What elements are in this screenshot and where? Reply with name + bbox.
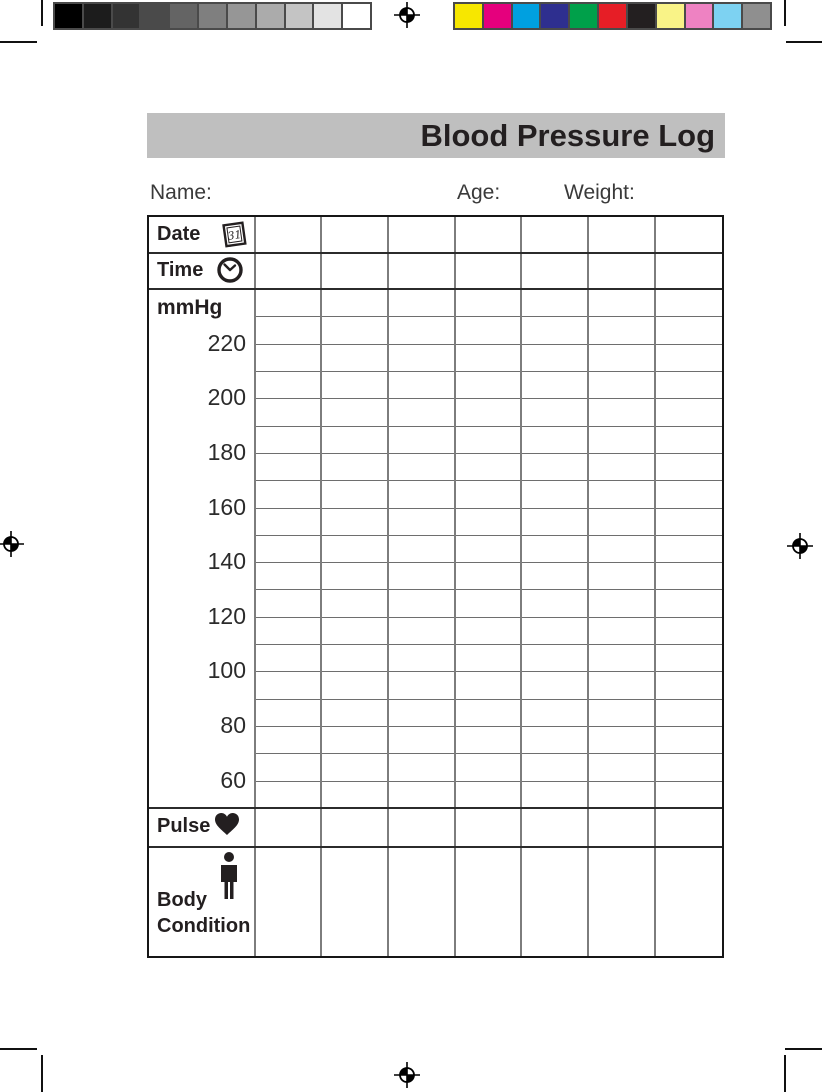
grayscale-swatch [170,4,197,28]
grayscale-swatch [55,4,82,28]
registration-mark-icon [394,1062,420,1088]
weight-label: Weight: [564,181,635,204]
color-swatch [455,4,482,28]
clock-icon [215,255,245,290]
mmhg-scale-label: 180 [207,438,246,465]
registration-mark-icon [394,2,420,28]
mmhg-scale-label: 120 [207,602,246,629]
crop-mark [41,1055,43,1092]
color-swatch [743,4,770,28]
time-cell [521,253,588,289]
color-calibration-bar [453,2,772,30]
mmhg-scale-label: 100 [207,657,246,684]
grayscale-swatch [314,4,341,28]
registration-mark-icon [0,531,24,557]
grayscale-swatch [286,4,313,28]
mmhg-gridline [254,617,722,618]
mmhg-gridline [254,726,722,727]
mmhg-scale-label: 140 [207,548,246,575]
mmhg-scale-label: 60 [220,766,246,793]
pulse-cell [588,808,655,847]
pulse-cell [388,808,455,847]
mmhg-chart-cell [455,289,522,808]
crop-mark [0,1048,37,1050]
time-row-label: Time [157,259,204,281]
mmhg-gridline [254,426,722,427]
grayscale-swatch [113,4,140,28]
row-separator [149,288,722,290]
crop-mark [784,1055,786,1092]
mmhg-gridline [254,371,722,372]
mmhg-chart-cell [321,289,388,808]
date-cell [455,217,522,253]
crop-mark [784,0,786,26]
mmhg-gridline [254,316,722,317]
mmhg-gridline [254,589,722,590]
date-cell [521,217,588,253]
grayscale-swatch [257,4,284,28]
color-swatch [484,4,511,28]
pulse-cell [455,808,522,847]
mmhg-gridline [254,453,722,454]
mmhg-gridline [254,344,722,345]
time-cell [455,253,522,289]
svg-text:31: 31 [226,228,243,243]
row-separator [149,807,722,809]
mmhg-chart-cell [521,289,588,808]
grayscale-swatch [228,4,255,28]
pulse-cell [321,808,388,847]
date-cell [588,217,655,253]
color-swatch [714,4,741,28]
mmhg-gridline [254,753,722,754]
date-cell [655,217,722,253]
registration-mark-icon [787,533,813,559]
row-separator [149,252,722,254]
mmhg-gridline [254,781,722,782]
mmhg-scale-label: 220 [207,329,246,356]
crop-mark [786,41,822,43]
color-swatch [657,4,684,28]
crop-mark [0,41,37,43]
mmhg-gridline [254,644,722,645]
body-condition-label-line2: Condition [157,915,251,937]
mmhg-gridline [254,671,722,672]
time-cell [321,253,388,289]
mmhg-chart-cell [588,289,655,808]
crop-mark [41,0,43,26]
body-condition-cell [254,847,321,956]
title-banner [147,113,725,158]
pulse-cell [655,808,722,847]
mmhg-scale-label: 160 [207,493,246,520]
mmhg-gridline [254,535,722,536]
mmhg-gridline [254,699,722,700]
time-cell [655,253,722,289]
date-cell [388,217,455,253]
heart-icon [213,811,241,842]
color-swatch [541,4,568,28]
time-cell [388,253,455,289]
pulse-row-label: Pulse [157,815,211,837]
mmhg-scale-label: 200 [207,384,246,411]
mmhg-chart-cell [655,289,722,808]
grayscale-swatch [84,4,111,28]
mmhg-scale-label: 80 [220,712,246,739]
mmhg-gridline [254,508,722,509]
date-cell [254,217,321,253]
color-swatch [686,4,713,28]
date-cell [321,217,388,253]
color-swatch [599,4,626,28]
color-swatch [570,4,597,28]
body-condition-cell [455,847,522,956]
crop-mark [785,1048,822,1050]
grayscale-swatch [343,4,370,28]
time-cell [588,253,655,289]
person-icon [215,851,243,908]
mmhg-gridline [254,398,722,399]
body-condition-cell [388,847,455,956]
color-swatch [628,4,655,28]
body-condition-cell [521,847,588,956]
blood-pressure-table [147,215,724,958]
grayscale-swatch [199,4,226,28]
grayscale-swatch [141,4,168,28]
time-cell [254,253,321,289]
calendar-icon [219,219,249,256]
row-separator [149,846,722,848]
pulse-cell [521,808,588,847]
body-condition-label-line1: Body [157,889,207,911]
body-condition-cell [588,847,655,956]
mmhg-chart-cell [388,289,455,808]
mmhg-gridline [254,480,722,481]
age-label: Age: [457,181,501,204]
name-label: Name: [150,181,212,204]
mmhg-chart-cell [254,289,321,808]
date-row-label: Date [157,223,201,245]
mmhg-gridline [254,562,722,563]
body-condition-cell [655,847,722,956]
pulse-cell [254,808,321,847]
page-title: Blood Pressure Log [420,117,715,153]
mmhg-label: mmHg [157,296,223,319]
grayscale-calibration-bar [53,2,372,30]
color-swatch [513,4,540,28]
body-condition-cell [321,847,388,956]
